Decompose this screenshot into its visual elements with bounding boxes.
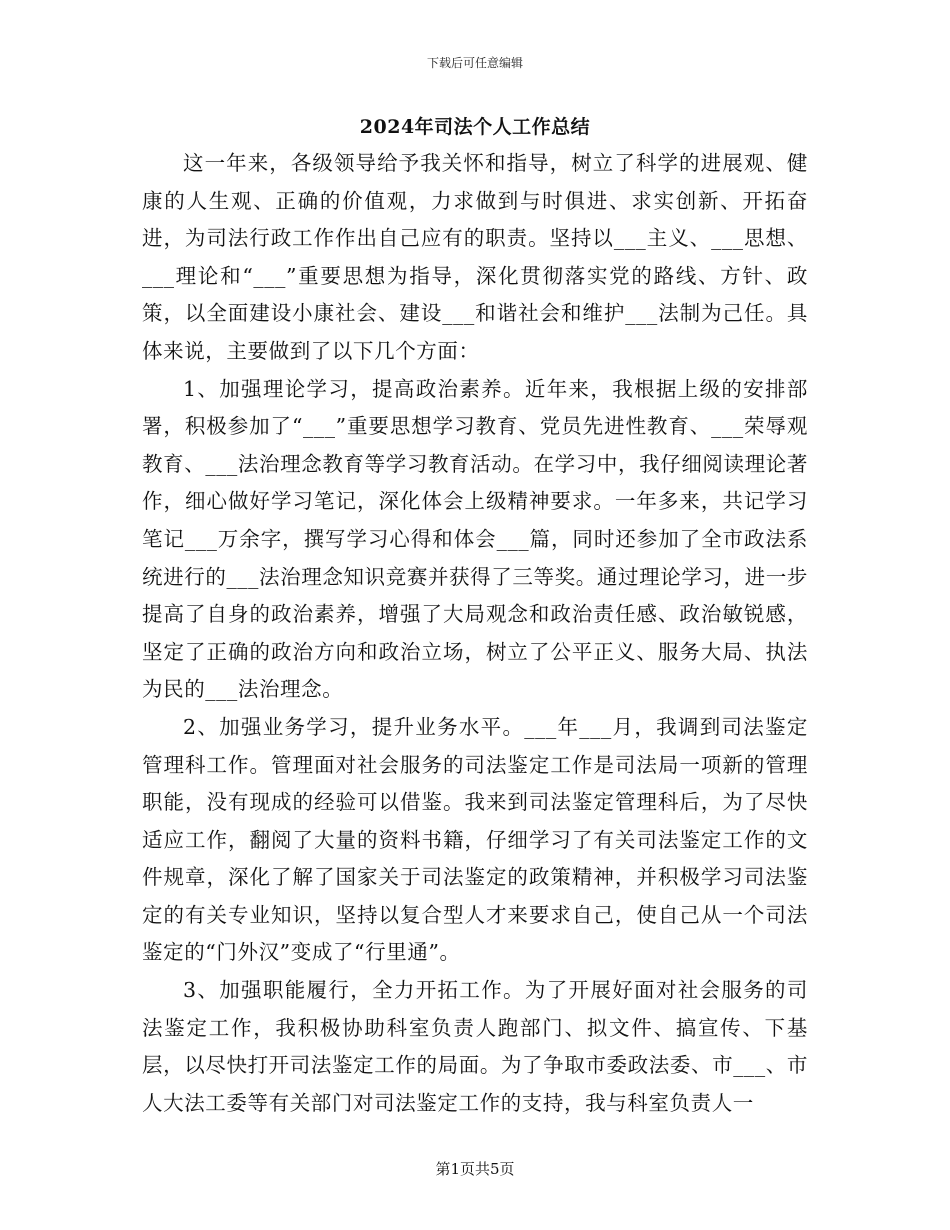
document-body [142,112,808,1122]
paragraph-business-study: 2、加强业务学习，提升业务水平。___年___月，我调到司法鉴定管理科工作。管理面对社会服务的司法鉴定工作是司法局一项新的管理职能，没有现成的经验可以借鉴。我来到司法鉴定管理科后，为了尽快适应工作，翻阅了大量的资料书籍，仔细学习了有关司法鉴定工作的文件规章，深化了解了国家关于司法鉴定的政策精神，并积极学习司法鉴定的有关专业知识，坚持以复合型人才来要求自己，使自己从一个司法鉴定的“门外汉”变成了“行里通”。 [142,714,808,965]
paragraph-intro: 这一年来，各级领导给予我关怀和指导，树立了科学的进展观、健康的人生观、正确的价值观，力求做到与时俱进、求实创新、开拓奋进，为司法行政工作作出自己应有的职责。坚持以___主义、___思想、___理论和“___”重要思想为指导，深化贯彻落实党的路线、方针、政策，以全面建设小康社会、建设___和谐社会和维护___法制为己任。具体来说，主要做到了以下几个方面： [142,151,808,363]
paragraph-theory-study: 1、加强理论学习，提高政治素养。近年来，我根据上级的安排部署，积极参加了“___”重要思想学习教育、党员先进性教育、___荣辱观教育、___法治理念教育等学习教育活动。在学习中，我仔细阅读理论著作，细心做好学习笔记，深化体会上级精神要求。一年多来，共记学习笔记___万余字，撰写学习心得和体会___篇，同时还参加了全市政法系统进行的___法治理念知识竞赛并获得了三等奖。通过理论学习，进一步提高了自身的政治素养，增强了大局观念和政治责任感、政治敏锐感，坚定了正确的政治方向和政治立场，树立了公平正义、服务大局、执法为民的___法治理念。 [142,376,808,702]
page-number: 第1页共5页 [435,1160,515,1178]
header-note: 下载后可任意编辑 [426,56,523,70]
document-title: 2024年司法个人工作总结 [359,116,591,138]
paragraph-duty-performance: 3、加强职能履行，全力开拓工作。为了开展好面对社会服务的司法鉴定工作，我积极协助科室负责人跑部门、拟文件、搞宣传、下基层，以尽快打开司法鉴定工作的局面。为了争取市委政法委、市___、市人大法工委等有关部门对司法鉴定工作的支持，我与科室负责人一 [142,978,808,1115]
